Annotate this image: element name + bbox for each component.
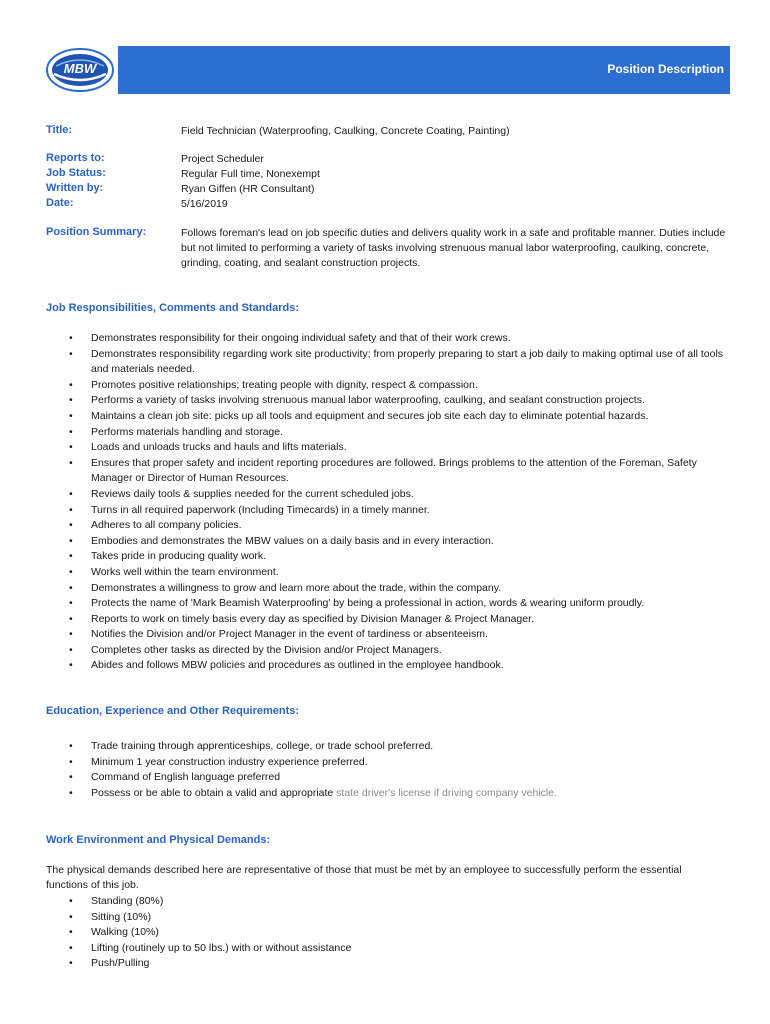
list-item: • Reports to work on timely basis every day as specified by Division Manager & Project Manager. bbox=[46, 612, 726, 628]
header-banner bbox=[118, 46, 730, 94]
list-item: • Turns in all required paperwork (Including Timecards) in a timely manner. bbox=[46, 503, 726, 519]
title-value: Field Technician (Waterproofing, Caulking, Concrete Coating, Painting) bbox=[181, 125, 510, 137]
list-item: • Sitting (10%) bbox=[46, 910, 726, 926]
reports-to-label: Reports to: bbox=[46, 152, 105, 164]
written-by-value: Ryan Giffen (HR Consultant) bbox=[181, 183, 315, 195]
list-item: • Performs a variety of tasks involving strenuous manual labor waterproofing, caulking, and sealant construction projects. bbox=[46, 393, 726, 409]
list-item: • Ensures that proper safety and incident reporting procedures are followed. Brings problems to the attention of the Foreman, Safety Manager or Director of Human Resources. bbox=[46, 456, 726, 487]
responsibilities-heading: Job Responsibilities, Comments and Standards: bbox=[46, 302, 300, 314]
list-item: • Completes other tasks as directed by the Division and/or Project Managers. bbox=[46, 643, 726, 659]
reports-to-row bbox=[46, 152, 726, 167]
mbw-logo bbox=[44, 46, 116, 94]
list-item bbox=[46, 786, 726, 802]
list-item: • Performs materials handling and storage. bbox=[46, 425, 726, 441]
job-status-label: Job Status: bbox=[46, 167, 106, 179]
summary-row bbox=[46, 226, 726, 274]
list-item: • Loads and unloads trucks and hauls and lifts materials. bbox=[46, 440, 726, 456]
title-label: Title: bbox=[46, 124, 73, 136]
summary-label: Position Summary: bbox=[46, 226, 147, 238]
job-status-row bbox=[46, 167, 726, 182]
education-list bbox=[46, 739, 726, 801]
list-item: • Embodies and demonstrates the MBW values on a daily basis and in every interaction. bbox=[46, 534, 726, 550]
list-item: • Walking (10%) bbox=[46, 925, 726, 941]
list-item: • Takes pride in producing quality work. bbox=[46, 549, 726, 565]
list-item: • Demonstrates a willingness to grow and learn more about the trade, within the company. bbox=[46, 581, 726, 597]
list-item: • Adheres to all company policies. bbox=[46, 518, 726, 534]
list-item: • Demonstrates responsibility for their ongoing individual safety and that of their work crews. bbox=[46, 331, 726, 347]
list-item: • Notifies the Division and/or Project Manager in the event of tardiness or absenteeism. bbox=[46, 627, 726, 643]
list-item: • Lifting (routinely up to 50 lbs.) with or without assistance bbox=[46, 941, 726, 957]
list-item: • Maintains a clean job site: picks up all tools and equipment and secures job site each day to eliminate potential hazards. bbox=[46, 409, 726, 425]
education-heading: Education, Experience and Other Requirements: bbox=[46, 705, 300, 717]
list-item: • Works well within the team environment. bbox=[46, 565, 726, 581]
environment-intro: The physical demands described here are representative of those that must be met by an employee to successfully perform the essential functions of this job. bbox=[46, 864, 682, 891]
date-value: 5/16/2019 bbox=[181, 198, 228, 210]
title-row bbox=[46, 124, 726, 139]
logo-text: MBW bbox=[63, 61, 97, 76]
page-header bbox=[44, 46, 730, 94]
reports-to-value: Project Scheduler bbox=[181, 153, 264, 165]
responsibilities-list bbox=[46, 331, 726, 674]
list-item: • Minimum 1 year construction industry experience preferred. bbox=[46, 755, 726, 771]
date-label: Date: bbox=[46, 197, 74, 209]
environment-list bbox=[46, 894, 726, 972]
list-item: • Trade training through apprenticeships, college, or trade school preferred. bbox=[46, 739, 726, 755]
summary-value: Follows foreman's lead on job specific duties and delivers quality work in a safe and profitable manner. Duties include but not limited to performing a variety of tasks involving strenuous manual labor waterproofing, caulking, concrete, grinding, coating, and sealant construction projects. bbox=[181, 227, 726, 269]
list-item: • Demonstrates responsibility regarding work site productivity; from properly preparing to start a job daily to making optimal use of all tools and materials needed. bbox=[46, 347, 726, 378]
written-by-label: Written by: bbox=[46, 182, 104, 194]
list-item: • Abides and follows MBW policies and procedures as outlined in the employee handbook. bbox=[46, 658, 726, 674]
list-item: • Protects the name of 'Mark Beamish Waterproofing' by being a professional in action, words & wearing uniform proudly. bbox=[46, 596, 726, 612]
date-row bbox=[46, 197, 726, 212]
list-item: • Reviews daily tools & supplies needed for the current scheduled jobs. bbox=[46, 487, 726, 503]
list-item: • Push/Pulling bbox=[46, 956, 726, 972]
list-item: • Standing (80%) bbox=[46, 894, 726, 910]
list-item: • Command of English language preferred bbox=[46, 770, 726, 786]
license-requirement-text: Possess or be able to obtain a valid and appropriate bbox=[91, 786, 337, 799]
written-by-row bbox=[46, 182, 726, 197]
environment-heading: Work Environment and Physical Demands: bbox=[46, 834, 271, 846]
job-status-value: Regular Full time, Nonexempt bbox=[181, 168, 320, 180]
banner-title: Position Description bbox=[607, 62, 724, 76]
list-item: • Promotes positive relationships; treating people with dignity, respect & compassion. bbox=[46, 378, 726, 394]
license-requirement-note: state driver's license if driving company vehicle. bbox=[336, 786, 558, 799]
